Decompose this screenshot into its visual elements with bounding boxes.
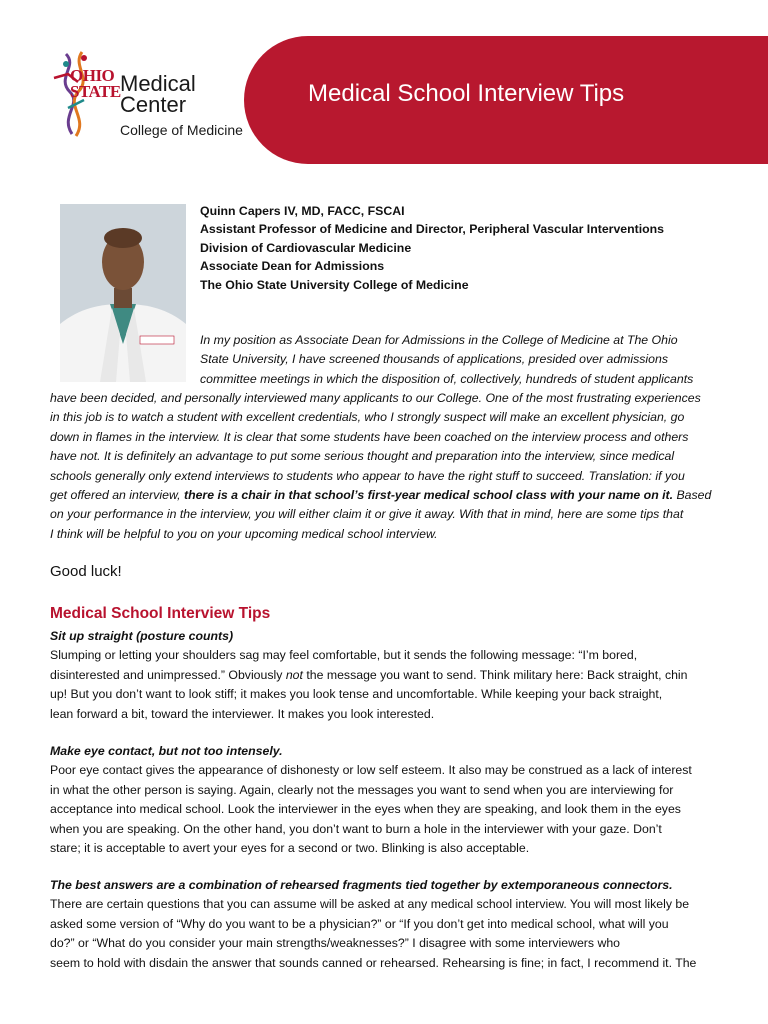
tip-heading: Sit up straight (posture counts) (50, 629, 234, 643)
logo-ohio: OHIO (70, 66, 115, 85)
logo-subtitle: College of Medicine (120, 122, 243, 138)
intro-paragraph-indented (200, 331, 700, 389)
section-title: Medical School Interview Tips (50, 605, 271, 622)
tip-line: in what the other person is saying. Again, clearly not the messages you want to send when you are interviewing for (50, 782, 674, 797)
intro-line: have not. It is definitely an advantage to put some serious thought and preparation into the interview, since medical (50, 449, 675, 464)
author-title-3: Associate Dean for Admissions (200, 259, 385, 274)
intro-paragraph (50, 389, 730, 544)
logo-title-center: Center (120, 92, 187, 117)
tip-line: Slumping or letting your shoulders sag may feel comfortable, but it sends the following message: “I’m bored, (50, 648, 638, 663)
tip-line (50, 666, 730, 685)
author-name: Quinn Capers IV, MD, FACC, FSCAI (200, 204, 405, 218)
tip-posture (50, 627, 730, 724)
logo (44, 46, 243, 146)
tip-text: the message you want to send. Think military here: Back straight, chin (302, 667, 688, 682)
tip-emphasis: not (285, 667, 303, 682)
tip-line: asked some version of “Why do you want to be a physician?” or “If you don’t get into medical school, what will you (50, 916, 669, 931)
tip-line: up! But you don’t want to look stiff; it makes you look tense and uncomfortable. While keeping your back straight, (50, 687, 663, 702)
tip-heading: The best answers are a combination of rehearsed fragments tied together by extemporaneous connectors. (50, 878, 673, 892)
tip-line: seem to hold with disdain the answer that sounds canned or rehearsed. Rehearsing is fine; in fact, I recommend it. The (50, 955, 697, 970)
tip-line: when you are speaking. On the other hand, you don’t want to burn a hole in the interviewer with your gaze. Don’t (50, 821, 662, 836)
title-banner (244, 36, 768, 164)
tip-eye-contact (50, 742, 730, 858)
logo-title-medical: Medical (120, 71, 196, 96)
author-title-1: Assistant Professor of Medicine and Director, Peripheral Vascular Interventions (200, 222, 665, 237)
banner-title: Medical School Interview Tips (308, 80, 625, 107)
intro-line: schools generally only extend interviews to students who appear to have the right stuff to succeed. Translation: if you (50, 468, 685, 483)
tip-text: disinterested and unimpressed.” Obviously (50, 667, 286, 682)
intro-line: I think will be helpful to you on your upcoming medical school interview. (50, 526, 438, 541)
tip-heading: Make eye contact, but not too intensely. (50, 744, 283, 758)
author-title-2: Division of Cardiovascular Medicine (200, 240, 412, 255)
logo-state: STATE (70, 82, 121, 101)
intro-line: on your performance in the interview, you will either claim it or give it away. With that in mind, here are some tips that (50, 507, 684, 522)
intro-line: in this job is to watch a student with excellent credentials, who I strongly suspect will make an excellent physician, go (50, 410, 685, 425)
tip-line: stare; it is acceptable to avert your eyes for a second or two. Blinking is also acceptable. (50, 841, 530, 856)
intro-line: In my position as Associate Dean for Admissions in the College of Medicine at The Ohio (200, 333, 678, 347)
author-title-4: The Ohio State University College of Medicine (200, 277, 469, 292)
tip-line: do?” or “What do you consider your main strengths/weaknesses?” I disagree with some interviewers who (50, 936, 621, 951)
portrait-image (60, 204, 186, 382)
intro-text: get offered an interview, (50, 488, 184, 503)
author-photo (60, 204, 186, 382)
tip-best-answers (50, 876, 730, 973)
tip-line: acceptance into medical school. Look the interviewer in the eyes when they are speaking, and look them in the eyes (50, 802, 681, 817)
intro-line: State University, I have screened thousands of applications, presided over admissions (200, 352, 668, 367)
good-luck: Good luck! (50, 563, 122, 580)
tip-line: lean forward a bit, toward the interviewer. It makes you look interested. (50, 706, 435, 721)
intro-text: Based (673, 488, 712, 503)
author-info (200, 202, 664, 294)
intro-line-bold (50, 486, 730, 505)
intro-line: down in flames in the interview. It is clear that some students have been coached on the interview process and others (50, 429, 689, 444)
intro-line: committee meetings in which the disposition of, collectively, hundreds of student applicants (200, 371, 694, 386)
tip-line: Poor eye contact gives the appearance of dishonesty or low self esteem. It also may be construed as a lack of interest (50, 763, 692, 778)
intro-line: have been decided, and personally interviewed many applicants to our College. One of the most frustrating experiences (50, 391, 701, 405)
tip-line: There are certain questions that you can assume will be asked at any medical school interview. You will most likely be (50, 897, 690, 912)
intro-emphasis: there is a chair in that school’s first-year medical school class with your name on it. (183, 488, 674, 503)
